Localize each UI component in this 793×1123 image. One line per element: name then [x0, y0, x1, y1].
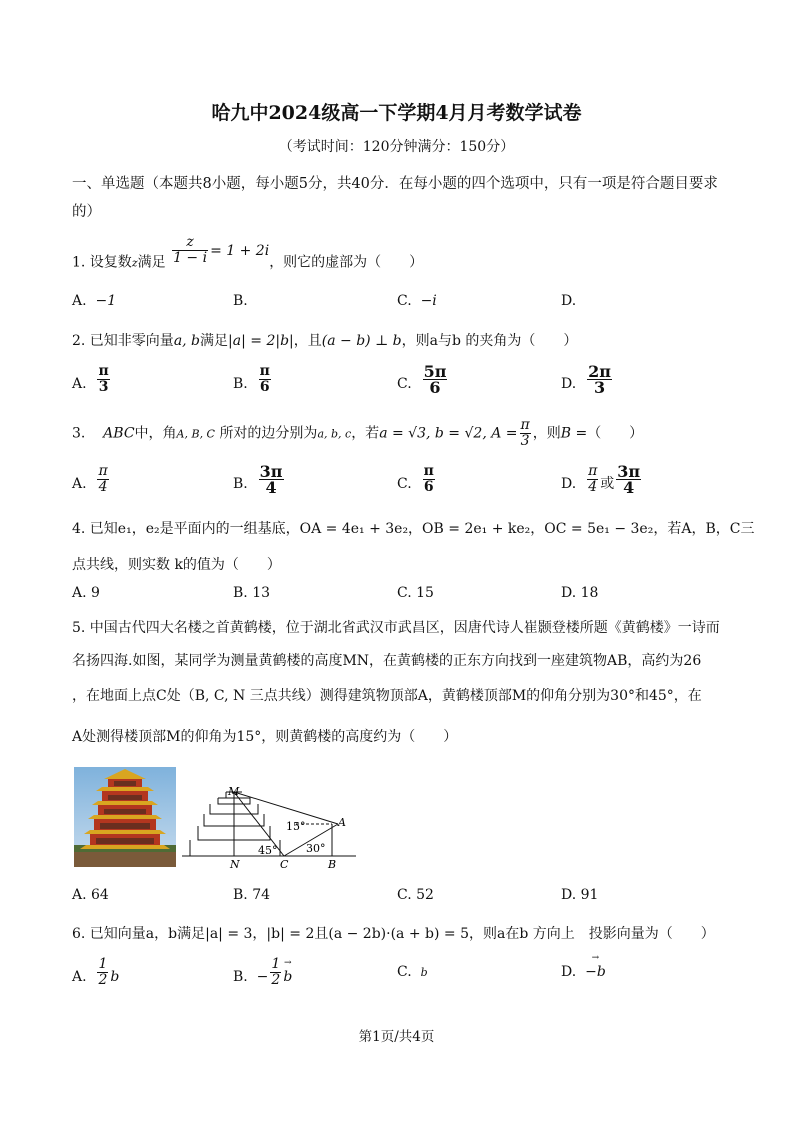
label-C: C: [280, 858, 289, 871]
label-45: 45°: [258, 844, 278, 857]
question-6: 6. 已知向量a，b满足|a| = 3，|b| = 2且(a − 2b)·(a + b) = 5，则a在b 方向上 投影向量为（ ）: [72, 926, 715, 942]
q4-option-a[interactable]: A. 9: [72, 585, 100, 601]
question-3: 3. ABC中，角A, B, C 所对的边分别为a, b, c，若a = √3, b = √2, A = $\frac{\pi}{3}$ ，则B =（ ）: [72, 417, 644, 449]
yellow-crane-tower-photo: [74, 767, 176, 867]
q1-lead: 1. 设复数: [72, 254, 132, 271]
q4-option-d[interactable]: D. 18: [561, 585, 599, 601]
label-15: 15°: [286, 820, 306, 833]
label-30: 30°: [306, 842, 326, 855]
section-header: 一、单选题（本题共8小题，每小题5分，共40分．在每小题的四个选项中，只有一项是符合题目要求的）: [72, 176, 718, 220]
exam-info: （考试时间：120分钟满分：150分）: [278, 139, 515, 155]
q2-option-b[interactable]: B. $\frac{\pi}{6}$: [233, 363, 270, 395]
label-M: M: [228, 785, 240, 798]
page-title: 哈九中2024级高一下学期4月月考数学试卷: [211, 102, 582, 124]
q1-option-d[interactable]: D.: [561, 293, 577, 309]
question-5-line-4: A处测得楼顶部M的仰角为15°，则黄鹤楼的高度约为（ ）: [72, 729, 458, 745]
q5-option-b[interactable]: B. 74: [233, 887, 271, 903]
question-5-line-1: 5. 中国古代四大名楼之首黄鹤楼，位于湖北省武汉市武昌区，因唐代诗人崔颢登楼所题《黄鹤楼》一诗而: [72, 620, 720, 636]
question-1: 1. 设复数z满足 $\frac{z}{1 - i}$ = 1 + 2i，则它的虚部为（ ）: [72, 234, 424, 271]
q3-option-a[interactable]: A. $\frac{\pi}{4}$: [72, 463, 108, 495]
q6-option-c[interactable]: C. b: [397, 964, 428, 980]
question-4-line-2: 点共线，则实数 k的值为（ ）: [72, 557, 281, 573]
q4-option-c[interactable]: C. 15: [397, 585, 434, 601]
page-footer: 第1页/共4页: [358, 1029, 435, 1045]
q6-option-b[interactable]: B. − $\frac{1}{2}$ → b: [233, 957, 292, 988]
label-N: N: [230, 858, 240, 871]
q2-option-a[interactable]: A. $\frac{\pi}{3}$: [72, 363, 109, 395]
q3-option-d[interactable]: D. $\frac{\pi}{4}$ 或 $\frac{3\pi}{4}$: [561, 462, 641, 497]
q5-option-a[interactable]: A. 64: [72, 887, 109, 903]
q3-option-c[interactable]: C. $\frac{\pi}{6}$: [397, 463, 434, 495]
q2-option-c[interactable]: C. $\frac{5\pi}{6}$: [397, 362, 447, 397]
q5-option-d[interactable]: D. 91: [561, 887, 599, 903]
q4-option-b[interactable]: B. 13: [233, 585, 271, 601]
question-2: 2. 已知非零向量a, b满足|a| = 2|b|，且(a − b) ⊥ b，则a与b 的夹角为（ ）: [72, 333, 578, 349]
q1-option-a[interactable]: A. −1: [72, 293, 117, 309]
q1-option-b[interactable]: B.: [233, 293, 248, 309]
question-4-line-1: 4. 已知e₁，e₂是平面内的一组基底，OA = 4e₁ + 3e₂，OB = 2e₁ + ke₂，OC = 5e₁ − 3e₂，若A，B，C三: [72, 521, 755, 537]
q6-option-a[interactable]: A. $\frac{1}{2}$ b: [72, 956, 120, 988]
q1-fraction: $\frac{z}{1 - i}$: [173, 234, 208, 266]
q6-option-d[interactable]: D. → −b: [561, 964, 606, 980]
q1-option-c[interactable]: C. −i: [397, 293, 437, 309]
q2-option-d[interactable]: D. $\frac{2\pi}{3}$: [561, 362, 611, 397]
measurement-diagram: [180, 784, 360, 876]
q5-option-c[interactable]: C. 52: [397, 887, 434, 903]
q3-option-b[interactable]: B. $\frac{3\pi}{4}$: [233, 462, 283, 497]
question-5-line-3: ，在地面上点C处（B, C, N 三点共线）测得建筑物顶部A，黄鹤楼顶部M的仰角分别为30°和45°，在: [72, 688, 702, 704]
label-A: A: [338, 816, 346, 829]
question-5-line-2: 名扬四海.如图，某同学为测量黄鹤楼的高度MN，在黄鹤楼的正东方向找到一座建筑物AB，高约为26: [72, 653, 702, 669]
label-B: B: [328, 858, 337, 871]
